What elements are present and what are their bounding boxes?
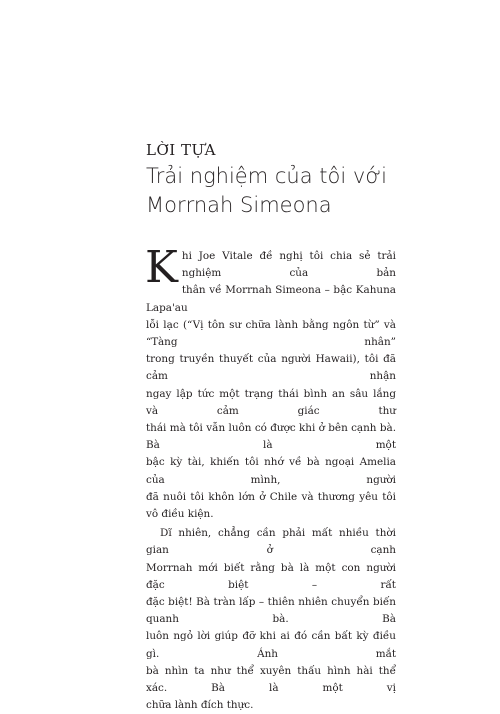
chapter-title-line-2: Morrnah Simeona bbox=[146, 193, 332, 217]
paragraph-2-line: Morrnah mới biết rằng bà là một con người đặc biệt – rất bbox=[146, 561, 396, 591]
paragraph-2-line: đặc biệt! Bà tràn lấp – thiên nhiên chuyển biến quanh bà. Bà bbox=[146, 596, 396, 626]
paragraph-2-line: bà nhìn ta như thể xuyên thấu hình hài thể xác. Bà là một vị bbox=[146, 664, 396, 695]
paragraph-2 bbox=[146, 525, 396, 714]
paragraph-2-line: luôn ngỏ lời giúp đỡ khi ai đó cần bất kỳ điều gì. Ánh mắt bbox=[146, 630, 396, 660]
paragraph-1-line: hi Joe Vitale đề nghị tôi chia sẻ trải nghiệm của bản bbox=[181, 250, 396, 280]
paragraph-1-line: ngay lập tức một trạng thái bình an sâu lắng và cảm giác thư bbox=[146, 387, 396, 417]
paragraph-1-line: lỗi lạc (“Vị tôn sư chữa lành bằng ngôn từ” và “Tàng nhân” bbox=[146, 318, 396, 349]
chapter-title-line-1: Trải nghiệm của tôi với bbox=[146, 164, 388, 188]
body-text bbox=[145, 242, 396, 714]
paragraph-1-line: bậc kỳ tài, khiến tôi nhớ về bà ngoại Amelia của mình, người bbox=[146, 456, 396, 486]
drop-cap: K bbox=[145, 242, 178, 293]
paragraph-1-line: thái mà tôi vẫn luôn có được khi ở bên cạnh bà. Bà là một bbox=[146, 422, 396, 452]
section-kicker: LỜI TỰA bbox=[146, 141, 216, 159]
paragraph-1-line: thân về Morrnah Simeona – bậc Kahuna Lapa'au bbox=[146, 284, 396, 314]
paragraph-1-line: trong truyền thuyết của người Hawaii), tôi đã cảm nhận bbox=[146, 353, 396, 383]
chapter-title bbox=[146, 162, 446, 220]
paragraph-2-line: chữa lành đích thực. bbox=[146, 699, 254, 712]
paragraph-1 bbox=[145, 242, 396, 523]
paragraph-1-line: đã nuôi tôi khôn lớn ở Chile và thương yêu tôi vô điều kiện. bbox=[146, 490, 396, 521]
paragraph-2-line: Dĩ nhiên, chẳng cần phải mất nhiều thời gian ở cạnh bbox=[146, 527, 396, 557]
